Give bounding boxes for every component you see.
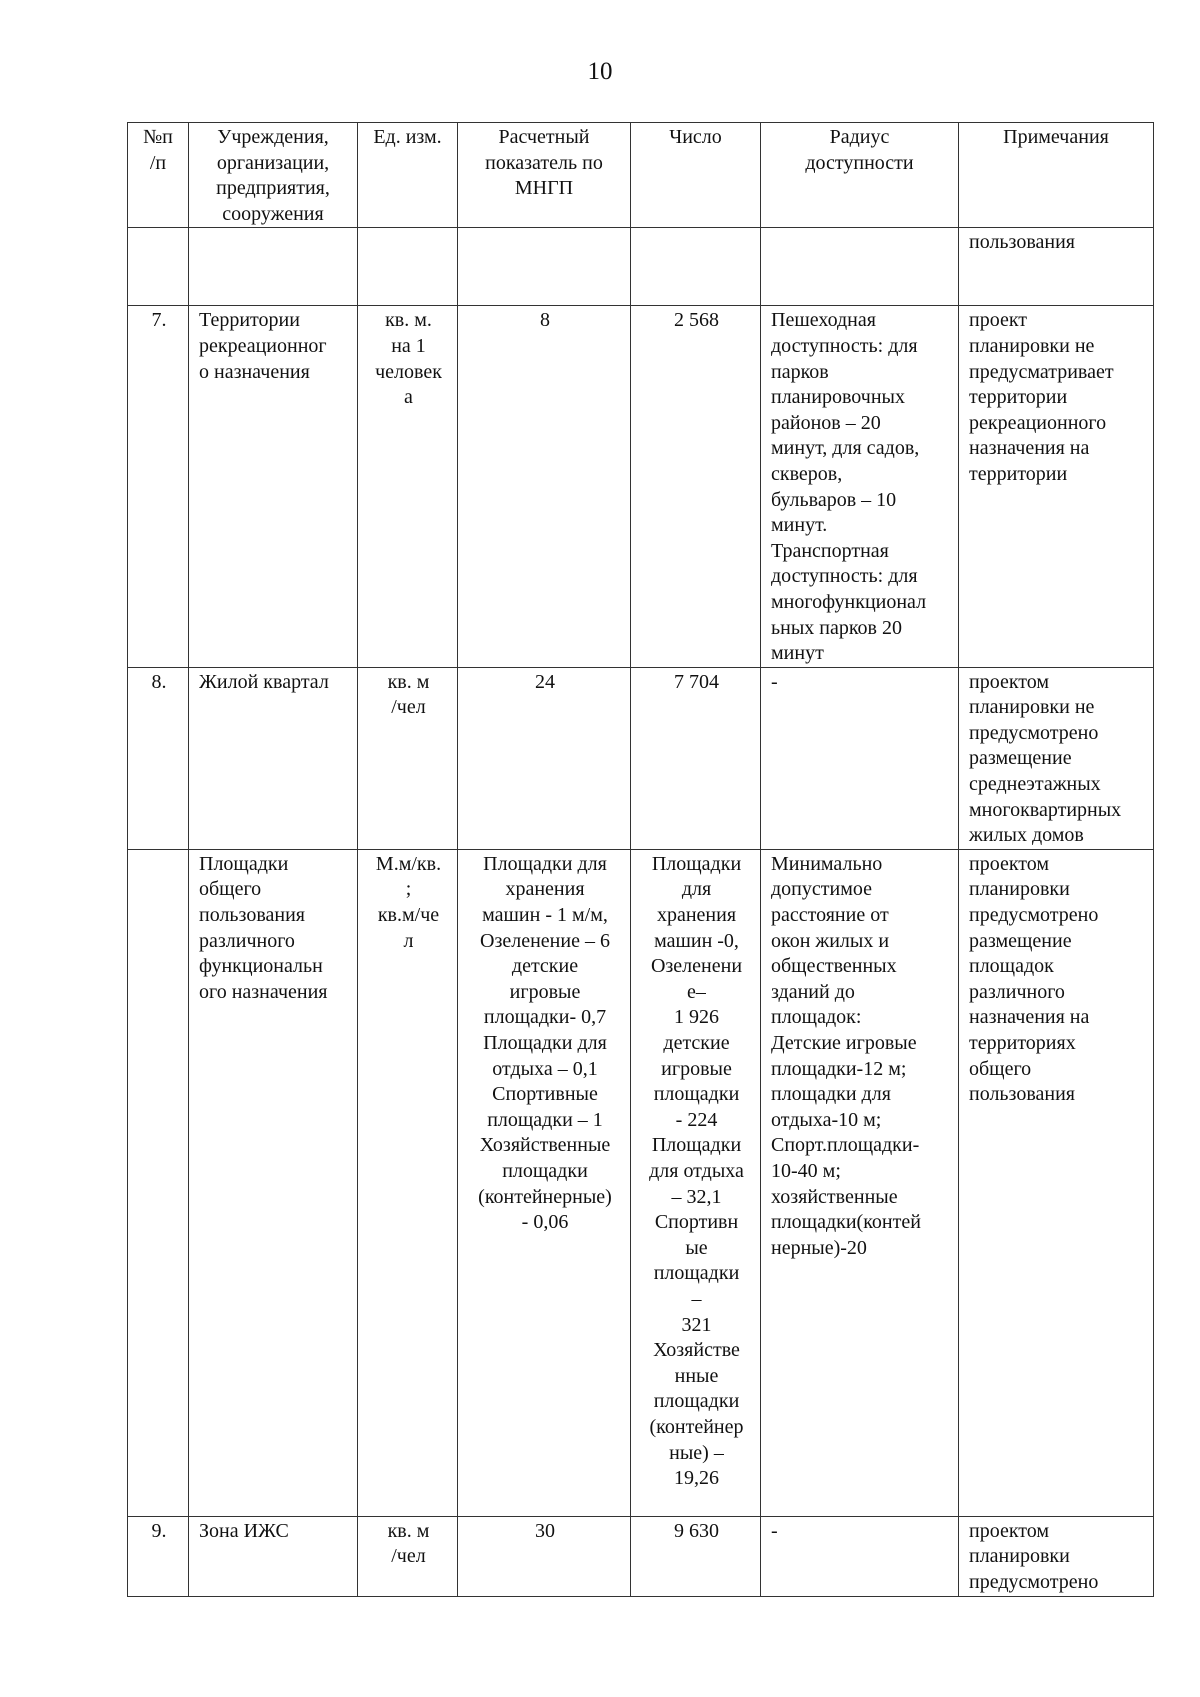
header-number: №п /п bbox=[128, 123, 189, 228]
cell-notes: проектом планировки предусмотрено размещение площадок различного назначения на территориях общего пользования bbox=[959, 849, 1154, 1516]
cell-norm: 24 bbox=[458, 667, 631, 849]
cell-count: 2 568 bbox=[631, 306, 761, 667]
cell-norm: Площадки для хранения машин - 1 м/м, Озеленение – 6 детские игровые площадки- 0,7 Площадки для отдыха – 0,1 Спортивные площадки – 1 Хозяйственные площадки (контейнерные) - 0,06 bbox=[458, 849, 631, 1516]
table-header-row bbox=[128, 123, 1154, 228]
cell-institution: Зона ИЖС bbox=[189, 1516, 358, 1596]
page-number: 10 bbox=[587, 58, 613, 85]
header-institution: Учреждения, организации, предприятия, сооружения bbox=[189, 123, 358, 228]
cell-number bbox=[128, 228, 189, 306]
cell-unit: М.м/кв. ; кв.м/че л bbox=[358, 849, 458, 1516]
cell-number bbox=[128, 849, 189, 1516]
cell-unit: кв. м. на 1 человек а bbox=[358, 306, 458, 667]
cell-norm bbox=[458, 228, 631, 306]
cell-norm: 8 bbox=[458, 306, 631, 667]
table-row bbox=[128, 306, 1154, 667]
cell-norm: 30 bbox=[458, 1516, 631, 1596]
cell-radius: - bbox=[761, 667, 959, 849]
cell-notes: проектом планировки не предусмотрено размещение среднеэтажных многоквартирных жилых домов bbox=[959, 667, 1154, 849]
cell-institution: Территории рекреационног о назначения bbox=[189, 306, 358, 667]
cell-unit: кв. м /чел bbox=[358, 1516, 458, 1596]
cell-notes: проект планировки не предусматривает территории рекреационного назначения на территории bbox=[959, 306, 1154, 667]
cell-institution: Жилой квартал bbox=[189, 667, 358, 849]
table-row bbox=[128, 1516, 1154, 1596]
cell-unit: кв. м /чел bbox=[358, 667, 458, 849]
header-unit: Ед. изм. bbox=[358, 123, 458, 228]
header-notes: Примечания bbox=[959, 123, 1154, 228]
cell-radius bbox=[761, 228, 959, 306]
header-count: Число bbox=[631, 123, 761, 228]
cell-count bbox=[631, 228, 761, 306]
cell-count: Площадки для хранения машин -0, Озеленени е– 1 926 детские игровые площадки - 224 Площадки для отдыха – 32,1 Спортивн ые площадки – 321 Хозяйстве нные площадки (контейнер ные) – 19,26 bbox=[631, 849, 761, 1516]
cell-notes: проектом планировки предусмотрено bbox=[959, 1516, 1154, 1596]
cell-notes: пользования bbox=[959, 228, 1154, 306]
cell-radius: Минимально допустимое расстояние от окон жилых и общественных зданий до площадок: Детские игровые площадки-12 м; площадки для отдыха-10 м; Спорт.площадки- 10-40 м; хозяйственные площадки(контей нерные)-20 bbox=[761, 849, 959, 1516]
cell-number: 8. bbox=[128, 667, 189, 849]
table-row bbox=[128, 667, 1154, 849]
norms-table bbox=[127, 122, 1154, 1597]
cell-number: 9. bbox=[128, 1516, 189, 1596]
cell-unit bbox=[358, 228, 458, 306]
cell-institution bbox=[189, 228, 358, 306]
cell-radius: - bbox=[761, 1516, 959, 1596]
cell-count: 9 630 bbox=[631, 1516, 761, 1596]
cell-number: 7. bbox=[128, 306, 189, 667]
cell-count: 7 704 bbox=[631, 667, 761, 849]
cell-radius: Пешеходная доступность: для парков планировочных районов – 20 минут, для садов, скверов, бульваров – 10 минут. Транспортная доступность: для многофункционал ьных парков 20 минут bbox=[761, 306, 959, 667]
table-row bbox=[128, 849, 1154, 1516]
cell-institution: Площадки общего пользования различного функциональн ого назначения bbox=[189, 849, 358, 1516]
header-norm: Расчетный показатель по МНГП bbox=[458, 123, 631, 228]
header-radius: Радиус доступности bbox=[761, 123, 959, 228]
table-row bbox=[128, 228, 1154, 306]
